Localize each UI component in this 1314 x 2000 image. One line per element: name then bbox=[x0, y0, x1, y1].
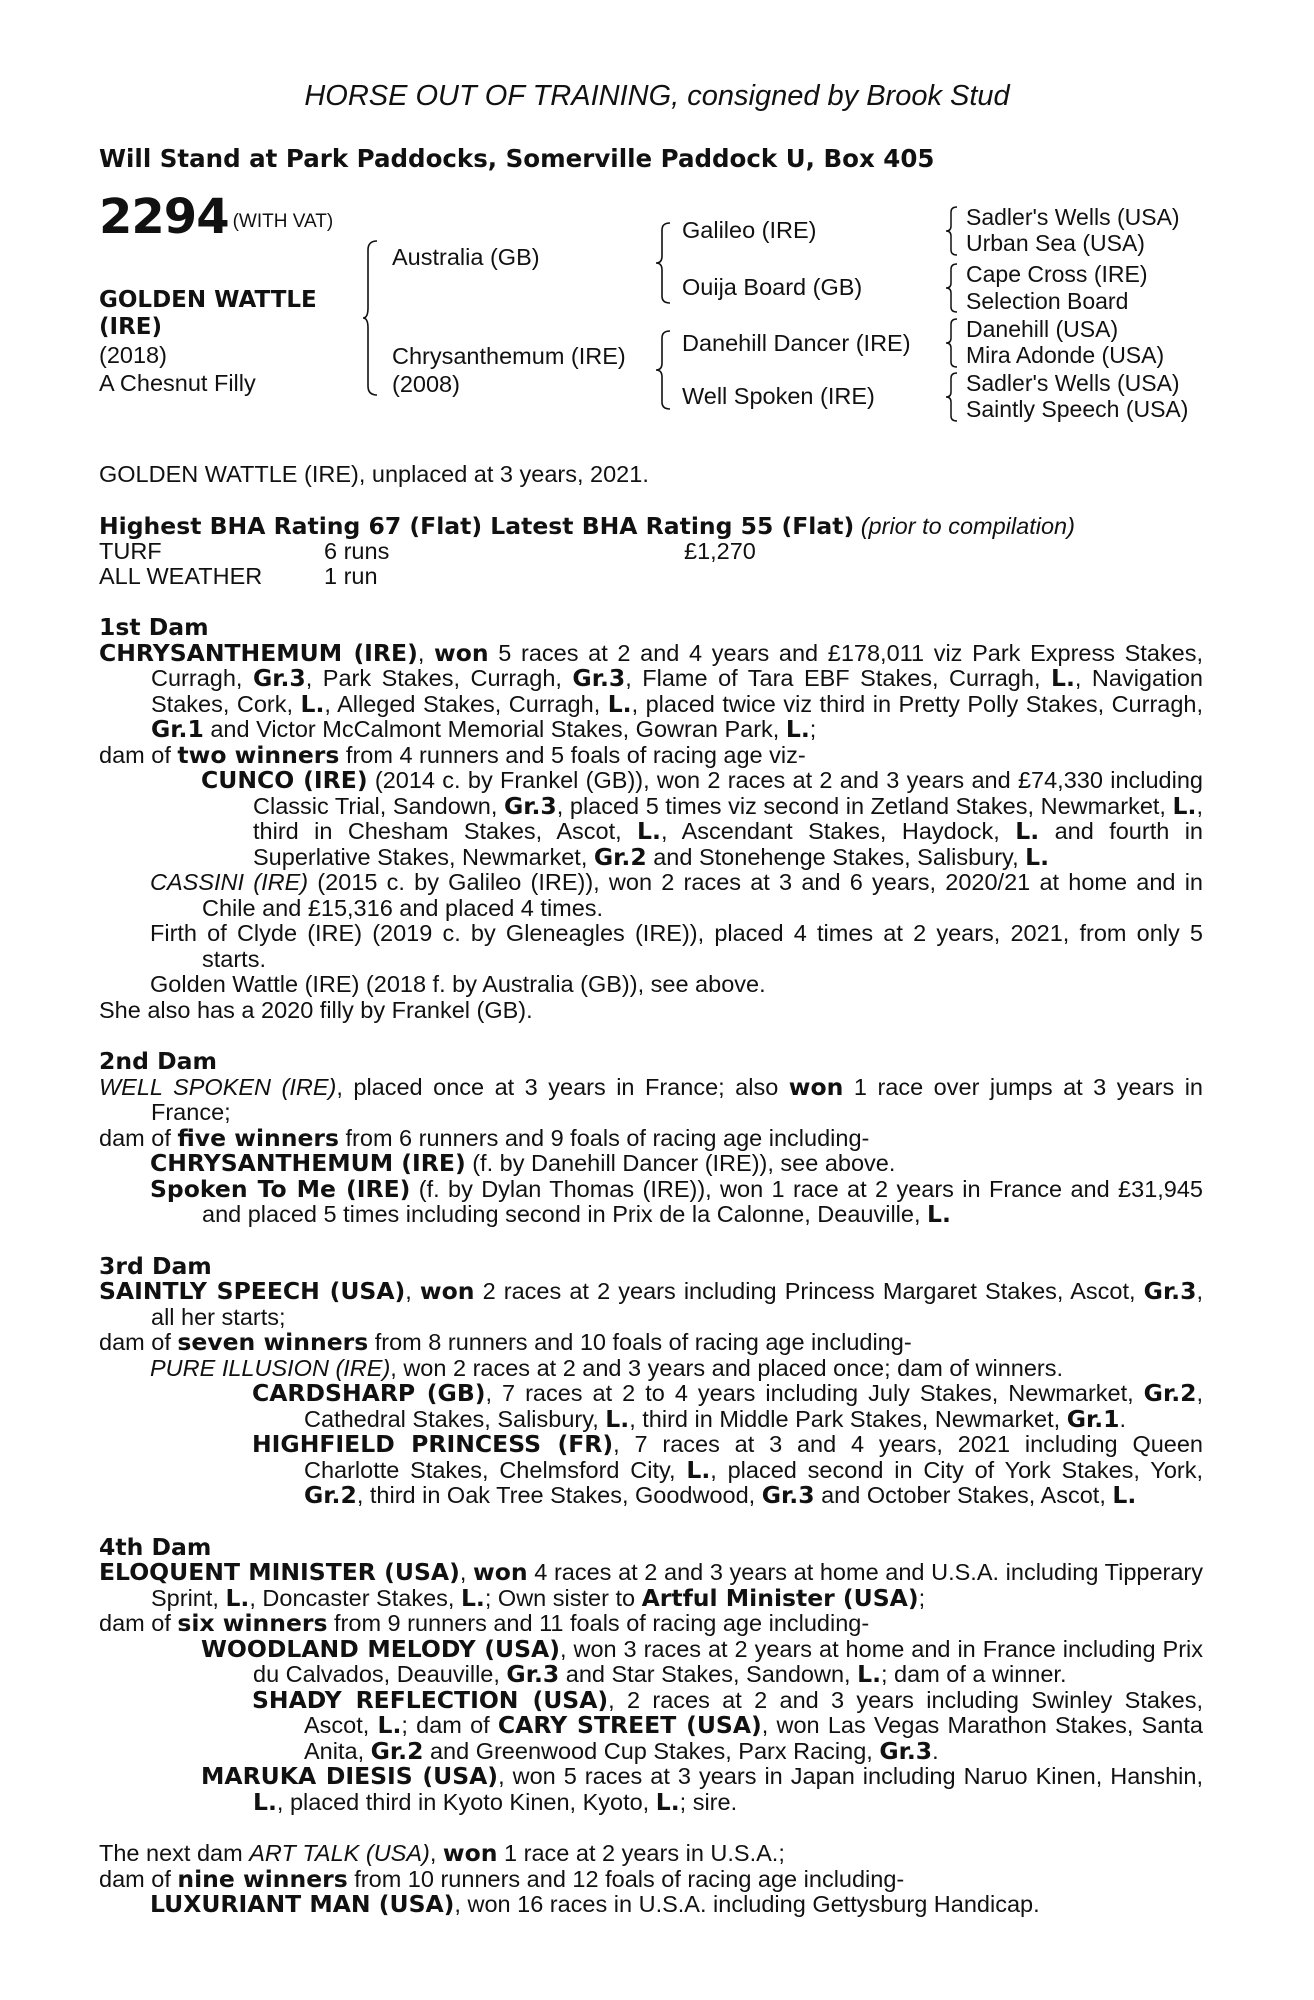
pedigree-gd-7: Sadler's Wells (USA) bbox=[966, 370, 1180, 396]
fourth-dam-heading: 4th Dam bbox=[99, 1532, 212, 1561]
text: , placed 5 times viz second in Zetland Stakes, Newmarket, bbox=[556, 792, 1173, 819]
text: 5 races at 2 and 4 years and £178,011 viz Park Express Stakes, Curragh, bbox=[151, 639, 1204, 691]
pedigree-brace-gd3 bbox=[945, 318, 959, 368]
text: dam of bbox=[99, 1124, 178, 1151]
second-dam-heading: 2nd Dam bbox=[99, 1047, 217, 1075]
grade: Gr.2 bbox=[593, 842, 647, 871]
horse-year: (2018) bbox=[99, 342, 167, 368]
second-dam-section bbox=[99, 1049, 1203, 1228]
text: , third in Oak Tree Stakes, Goodwood, bbox=[356, 1482, 762, 1508]
produce-maruka-diesis bbox=[99, 1764, 1203, 1815]
grade: L. bbox=[1050, 664, 1075, 692]
text: from 8 runners and 10 foals of racing age including- bbox=[368, 1329, 912, 1355]
ratings-earnings: £1,270 bbox=[684, 538, 756, 564]
text: dam of bbox=[99, 1865, 178, 1892]
grade: L. bbox=[1172, 791, 1197, 820]
first-dam-name: CHRYSANTHEMUM (IRE) bbox=[99, 638, 418, 667]
produce-chrysanthemum bbox=[99, 1151, 1203, 1177]
pedigree-dam-dam: Well Spoken (IRE) bbox=[682, 383, 875, 409]
grade: L. bbox=[1112, 1481, 1137, 1509]
second-dam-produce bbox=[99, 1123, 1203, 1152]
winners-count: six winners bbox=[177, 1609, 328, 1637]
third-dam-heading: 3rd Dam bbox=[99, 1251, 212, 1280]
text: dam of bbox=[99, 741, 178, 768]
first-dam-produce bbox=[99, 740, 1203, 769]
text: and fourth in Superlative Stakes, Newmarket, bbox=[253, 818, 1203, 870]
horse-details bbox=[99, 287, 359, 397]
pedigree-brace-dam bbox=[655, 330, 673, 410]
text: ; dam of bbox=[401, 1712, 498, 1738]
pedigree-gd-8: Saintly Speech (USA) bbox=[966, 396, 1189, 422]
grade: Gr.3 bbox=[572, 664, 626, 692]
text: , third in Chesham Stakes, Ascot, bbox=[253, 792, 1203, 844]
text: dam of bbox=[99, 1329, 178, 1355]
ratings-note: (prior to compilation) bbox=[860, 512, 1075, 539]
produce-cunco bbox=[99, 768, 1203, 870]
ratings-runs: 6 runs bbox=[324, 538, 390, 564]
produce-name: MARUKA DIESIS (USA) bbox=[201, 1762, 499, 1790]
text: (2014 c. by Frankel (GB)), won 2 races at 2 and 3 years and £74,330 including Classic Trial, Sandown, bbox=[253, 767, 1203, 819]
text: 1 race at 2 years in U.S.A.; bbox=[497, 1840, 785, 1866]
ratings-table bbox=[99, 539, 756, 589]
horse-name-country: (IRE) bbox=[99, 314, 163, 340]
pedigree-brace-gd1 bbox=[945, 206, 959, 256]
grade: Gr.3 bbox=[506, 1660, 560, 1688]
text: The next dam bbox=[99, 1840, 250, 1866]
pedigree-brace-sire bbox=[655, 222, 673, 304]
pedigree-brace-gd4 bbox=[945, 372, 959, 422]
produce-name: CARDSHARP (GB) bbox=[252, 1379, 486, 1407]
produce-spoken-to-me bbox=[99, 1174, 1203, 1228]
produce-pure-illusion bbox=[99, 1356, 1203, 1382]
grade: L. bbox=[785, 715, 810, 743]
ratings-surface: ALL WEATHER bbox=[99, 563, 263, 589]
text: from 6 runners and 9 foals of racing age including- bbox=[338, 1124, 870, 1151]
text: , Navigation Stakes, Cork, bbox=[151, 665, 1203, 717]
grade: L. bbox=[225, 1583, 250, 1612]
produce-golden: Golden Wattle (IRE) (2018 f. by Australia (GB)), see above. bbox=[150, 971, 766, 997]
text: (2015 c. by Galileo (IRE)), won 2 races at 3 and 6 years, 2020/21 at home and in Chile and £15,316 and placed 4 times. bbox=[202, 869, 1203, 921]
race-summary: GOLDEN WATTLE (IRE), unplaced at 3 years, 2021. bbox=[99, 461, 649, 487]
grade: Gr.1 bbox=[1066, 1404, 1120, 1433]
text: , placed twice viz third in Pretty Polly Stakes, Curragh, bbox=[631, 690, 1204, 717]
fourth-dam-record: ELOQUENT MINISTER (USA), won 4 races at 2 and 3 years at home and U.S.A. including Tipperary Sprint, L., Doncaster Stakes, L.; Own sister to Artful Minister (USA); bbox=[99, 1558, 1204, 1612]
grade: Gr.2 bbox=[370, 1736, 424, 1765]
grade: L. bbox=[460, 1583, 485, 1612]
text: , Cathedral Stakes, Salisbury, bbox=[304, 1380, 1204, 1432]
ratings-runs: 1 run bbox=[324, 563, 378, 589]
text: ; bbox=[809, 716, 817, 742]
text: , placed second in City of York Stakes, York, bbox=[710, 1456, 1203, 1483]
text: , all her starts; bbox=[151, 1278, 1203, 1330]
text: , Flame of Tara EBF Stakes, Curragh, bbox=[625, 665, 1051, 691]
produce-shady-reflection: SHADY REFLECTION (USA), 2 races at 2 and 3 years including Swinley Stakes, Ascot, L.; dam of CARY STREET (USA), won Las Vegas Marathon Stakes, Santa Anita, Gr.2 and Greenwood Cup Stakes, Parx Racing, Gr.3. bbox=[252, 1685, 1203, 1765]
grade: L. bbox=[605, 1404, 630, 1433]
ratings-row bbox=[99, 564, 756, 589]
grade: L. bbox=[1025, 842, 1050, 871]
horse-name: GOLDEN WATTLE bbox=[99, 287, 317, 313]
catalogue-body bbox=[99, 462, 1203, 1918]
first-dam-also: She also has a 2020 filly by Frankel (GB). bbox=[99, 996, 533, 1023]
produce-name: SHADY REFLECTION (USA) bbox=[252, 1685, 609, 1714]
won-label: won bbox=[434, 638, 489, 667]
ratings-earnings bbox=[684, 564, 756, 589]
pedigree-gd-1: Sadler's Wells (USA) bbox=[966, 204, 1180, 230]
winners-count: seven winners bbox=[177, 1328, 369, 1356]
produce-cassini bbox=[99, 870, 1203, 921]
next-dam-record bbox=[99, 1841, 1203, 1867]
third-dam-section bbox=[99, 1251, 1204, 1509]
text: and Victor McCalmont Memorial Stakes, Gowran Park, bbox=[203, 716, 786, 742]
horse-description: A Chesnut Filly bbox=[99, 370, 256, 396]
grade: Gr.3 bbox=[879, 1736, 933, 1765]
produce-luxuriant-man bbox=[99, 1892, 1203, 1918]
won-label: won bbox=[442, 1839, 498, 1867]
grade: Gr.2 bbox=[1143, 1379, 1197, 1407]
text: , won Las Vegas Marathon Stakes, Santa Anita, bbox=[304, 1712, 1203, 1764]
grade: L. bbox=[927, 1200, 951, 1228]
won-label: won bbox=[473, 1558, 528, 1586]
grade: L. bbox=[1015, 817, 1040, 845]
grade: Gr.3 bbox=[1143, 1277, 1197, 1305]
next-dam-name: ART TALK (USA) bbox=[249, 1840, 430, 1866]
pedigree-gd-4: Selection Board bbox=[966, 288, 1129, 314]
grade: Gr.1 bbox=[151, 715, 204, 743]
produce-name: CUNCO (IRE) bbox=[201, 766, 368, 794]
text: , won 2 races at 2 and 3 years and placed once; dam of winners. bbox=[390, 1354, 1064, 1381]
text: ; sire. bbox=[679, 1788, 738, 1815]
produce-name: CASSINI (IRE) bbox=[150, 869, 309, 895]
pedigree-brace-main bbox=[362, 240, 380, 396]
first-dam-section bbox=[99, 615, 1203, 1023]
pedigree-dam-sire: Danehill Dancer (IRE) bbox=[682, 330, 911, 356]
text: ; dam of a winner. bbox=[881, 1661, 1067, 1687]
text: , bbox=[429, 1840, 443, 1866]
pedigree-gd-5: Danehill (USA) bbox=[966, 316, 1119, 342]
first-dam-record: CHRYSANTHEMUM (IRE), won 5 races at 2 and 4 years and £178,011 viz Park Express Stakes, Curragh, Gr.3, Park Stakes, Curragh, Gr.3, Flame of Tara EBF Stakes, Curragh, L., Navigation Stakes, Cork, L., Alleged Stakes, Curragh, L., placed twice viz third in Pretty Polly Stakes, Curragh, Gr.1 and Victor McCalmont Memorial Stakes, Gowran Park, L.; bbox=[99, 638, 1204, 743]
pedigree-sire: Australia (GB) bbox=[392, 244, 540, 270]
grade: Gr.3 bbox=[252, 664, 306, 692]
fourth-dam-section bbox=[99, 1532, 1204, 1816]
text: , 7 races at 3 and 4 years, 2021 including Queen Charlotte Stakes, Chelmsford City, bbox=[304, 1431, 1203, 1483]
produce-cardsharp: CARDSHARP (GB), 7 races at 2 to 4 years including July Stakes, Newmarket, Gr.2, Cathedral Stakes, Salisbury, L., third in Middle Park Stakes, Newmarket, Gr.1. bbox=[252, 1379, 1204, 1433]
ratings-block bbox=[99, 511, 1203, 590]
third-dam-produce bbox=[99, 1330, 1203, 1356]
text: from 9 runners and 11 foals of racing age including- bbox=[327, 1610, 870, 1636]
grade: Gr.3 bbox=[503, 791, 557, 820]
lot-vat: (WITH VAT) bbox=[232, 211, 334, 232]
pedigree-gd-3: Cape Cross (IRE) bbox=[966, 261, 1148, 287]
text: from 10 runners and 12 foals of racing age including- bbox=[347, 1865, 905, 1892]
text: , Park Stakes, Curragh, bbox=[305, 665, 573, 691]
grade: L. bbox=[655, 1787, 680, 1816]
second-dam-name: WELL SPOKEN (IRE) bbox=[99, 1073, 337, 1100]
third-dam-name: SAINTLY SPEECH (USA) bbox=[99, 1277, 406, 1305]
text: and October Stakes, Ascot, bbox=[814, 1482, 1113, 1508]
winners-count: nine winners bbox=[177, 1864, 348, 1893]
produce-name: CARY STREET (USA) bbox=[497, 1711, 762, 1739]
text: and Star Stakes, Sandown, bbox=[559, 1661, 858, 1687]
pedigree-brace-gd2 bbox=[945, 263, 959, 313]
lot-block bbox=[99, 189, 334, 245]
lot-number: 2294 bbox=[99, 189, 229, 245]
pedigree-gd-2: Urban Sea (USA) bbox=[966, 230, 1145, 256]
pedigree-sire-sire: Galileo (IRE) bbox=[682, 217, 817, 243]
grade: Gr.3 bbox=[761, 1481, 815, 1509]
next-dam-produce bbox=[99, 1864, 1203, 1893]
pedigree-dam-year: (2008) bbox=[392, 371, 460, 397]
pedigree-dam: Chrysanthemum (IRE) bbox=[392, 343, 626, 369]
stand-location: Will Stand at Park Paddocks, Somerville Paddock U, Box 405 bbox=[99, 144, 935, 173]
won-label: won bbox=[788, 1072, 844, 1101]
text: dam of bbox=[99, 1610, 178, 1636]
winners-count: five winners bbox=[177, 1123, 339, 1152]
text: and Stonehenge Stakes, Salisbury, bbox=[646, 843, 1026, 870]
page-heading: HORSE OUT OF TRAINING, consigned by Brook Stud bbox=[304, 80, 1010, 112]
pedigree-sire-dam: Ouija Board (GB) bbox=[682, 274, 863, 300]
text: 4 races at 2 and 3 years at home and U.S.A. including Tipperary Sprint, bbox=[151, 1559, 1204, 1611]
produce-name: HIGHFIELD PRINCESS (FR) bbox=[252, 1430, 614, 1458]
text: 2 races at 2 years including Princess Margaret Stakes, Ascot, bbox=[474, 1278, 1144, 1304]
second-dam-record bbox=[99, 1072, 1204, 1126]
produce-name: Spoken To Me (IRE) bbox=[150, 1174, 411, 1203]
ratings-surface: TURF bbox=[99, 538, 162, 564]
fourth-dam-name: ELOQUENT MINISTER (USA) bbox=[99, 1558, 460, 1586]
text: , third in Middle Park Stakes, Newmarket, bbox=[629, 1405, 1067, 1432]
text: and Greenwood Cup Stakes, Parx Racing, bbox=[423, 1737, 880, 1764]
produce-name: LUXURIANT MAN (USA) bbox=[150, 1890, 455, 1918]
text: , placed once at 3 years in France; also bbox=[336, 1073, 789, 1100]
text: , won 5 races at 3 years in Japan including Naruo Kinen, Hanshin, bbox=[498, 1763, 1203, 1789]
text: (f. by Dylan Thomas (IRE)), won 1 race at 2 years in France and £31,945 and placed 5 times including second in Prix de la Calonne, Deauville, bbox=[202, 1175, 1203, 1227]
text: , 2 races at 2 and 3 years including Swinley Stakes, Ascot, bbox=[304, 1686, 1203, 1738]
grade: L. bbox=[686, 1455, 711, 1484]
ratings-row bbox=[99, 539, 756, 564]
text: , Alleged Stakes, Curragh, bbox=[324, 690, 608, 717]
first-dam-heading: 1st Dam bbox=[99, 613, 209, 641]
grade: Gr.2 bbox=[304, 1481, 357, 1509]
grade: L. bbox=[637, 817, 661, 845]
fourth-dam-produce bbox=[99, 1611, 1203, 1637]
produce-name: PURE ILLUSION (IRE) bbox=[150, 1354, 391, 1381]
grade: L. bbox=[607, 689, 632, 718]
grade: L. bbox=[300, 689, 325, 718]
text: , won 3 races at 2 years at home and in France including Prix du Calvados, Deauville, bbox=[253, 1635, 1204, 1687]
produce-firth: Firth of Clyde (IRE) (2019 c. by Gleneagles (IRE)), placed 4 times at 2 years, 2021, from only 5 starts. bbox=[150, 920, 1203, 972]
winners-count: two winners bbox=[177, 740, 340, 769]
produce-name: CHRYSANTHEMUM (IRE) bbox=[150, 1149, 466, 1177]
grade: L. bbox=[253, 1787, 277, 1816]
text: , won 16 races in U.S.A. including Gettysburg Handicap. bbox=[454, 1891, 1040, 1917]
next-dam-section bbox=[99, 1841, 1203, 1918]
text: ; Own sister to bbox=[484, 1584, 642, 1611]
text: , Doncaster Stakes, bbox=[249, 1584, 461, 1611]
text: 1 race over jumps at 3 years in France; bbox=[151, 1073, 1204, 1125]
produce-highfield-princess bbox=[99, 1432, 1203, 1509]
grade: L. bbox=[857, 1660, 881, 1688]
third-dam-record: SAINTLY SPEECH (USA), won 2 races at 2 years including Princess Margaret Stakes, Ascot, Gr.3, all her starts; bbox=[99, 1277, 1203, 1330]
won-label: won bbox=[419, 1277, 475, 1305]
pedigree-gd-6: Mira Adonde (USA) bbox=[966, 342, 1165, 368]
grade: L. bbox=[377, 1711, 402, 1739]
text: , 7 races at 2 to 4 years including July Stakes, Newmarket, bbox=[485, 1380, 1144, 1406]
produce-name: WOODLAND MELODY (USA) bbox=[201, 1634, 560, 1663]
produce-woodland-melody bbox=[99, 1634, 1204, 1688]
ratings-line bbox=[99, 511, 1203, 540]
text: , placed third in Kyoto Kinen, Kyoto, bbox=[276, 1788, 656, 1815]
text: from 4 runners and 5 foals of racing age viz- bbox=[339, 741, 806, 768]
ratings-bold: Highest BHA Rating 67 (Flat) Latest BHA Rating 55 (Flat) bbox=[99, 511, 855, 540]
text: (f. by Danehill Dancer (IRE)), see above. bbox=[465, 1150, 896, 1176]
text: , Ascendant Stakes, Haydock, bbox=[660, 818, 1016, 844]
sister-name: Artful Minister (USA) bbox=[641, 1583, 919, 1612]
